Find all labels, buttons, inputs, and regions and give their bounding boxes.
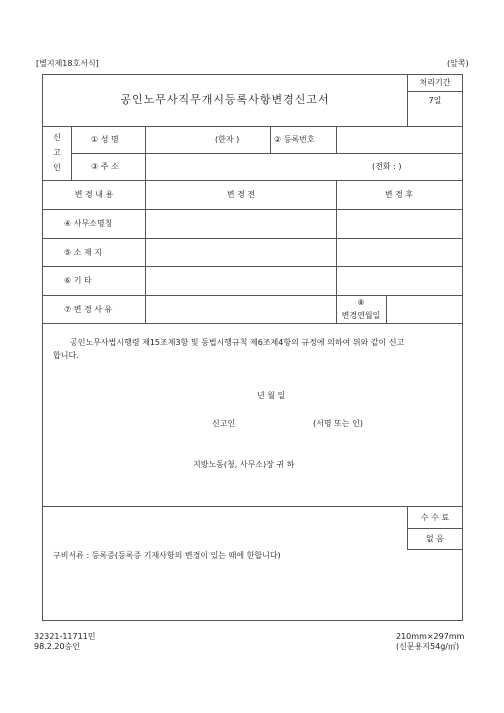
location-after-field[interactable]	[337, 239, 462, 266]
required-documents: 구비서류 : 등록증(등록증 기재사항의 변경이 있는 때에 한합니다)	[53, 551, 281, 560]
other-label: ⑥ 기 타	[64, 276, 92, 285]
signature-label: (서명 또는 인)	[313, 419, 363, 428]
paper-type: (신문용지54g/㎡)	[396, 642, 460, 651]
processing-period-label: 처리기간	[419, 78, 451, 87]
hanja-label: (한자 )	[215, 135, 240, 144]
name-field[interactable]	[146, 127, 210, 153]
phone-label: (전화 : )	[372, 162, 402, 171]
approval-date: 98.2.20승인	[34, 642, 80, 651]
declaration-text-line1: 공인노무사법시행령 제15조제3항 및 동법시행규칙 제6조제4항의 규정에 의하여 위와 같이 신고	[70, 338, 405, 347]
reporter-label-char: 신	[53, 133, 61, 142]
change-date-label: 변경연월일	[341, 311, 381, 320]
change-reason-field[interactable]	[146, 296, 336, 323]
other-after-field[interactable]	[337, 267, 462, 295]
address-field[interactable]	[146, 154, 366, 180]
address-label: ③ 주 소	[91, 162, 119, 171]
other-before-field[interactable]	[146, 267, 336, 295]
fee-value: 없 음	[426, 534, 444, 543]
office-name-before-field[interactable]	[146, 210, 336, 238]
reporter-sign-label: 신고인	[212, 419, 236, 428]
frame-top	[42, 74, 463, 75]
addressee: 지방노동(청, 사무소)장 귀 하	[193, 460, 295, 469]
declaration-date: 년 월 일	[257, 391, 286, 400]
processing-period-value: 7일	[428, 96, 442, 105]
office-name-after-field[interactable]	[337, 210, 462, 238]
frame-bottom	[42, 620, 463, 621]
reporter-label-char: 인	[53, 163, 61, 172]
form-title: 공인노무사직무개시등록사항변경신고서	[120, 93, 330, 106]
fee-label: 수 수 료	[420, 513, 450, 522]
frame-right	[462, 74, 463, 621]
page-side-label: (앞쪽)	[447, 59, 469, 68]
frame-left	[42, 74, 43, 621]
paper-size: 210mm×297mm	[396, 632, 465, 641]
change-date-label-number: ⑧	[357, 298, 365, 307]
reporter-label-char: 고	[53, 148, 61, 157]
changes-header-before: 변 경 전	[226, 190, 256, 199]
change-date-field[interactable]	[387, 296, 462, 323]
location-before-field[interactable]	[146, 239, 336, 266]
form-number: [별지제18호서식]	[36, 59, 99, 68]
form-code: 32321-11711민	[34, 632, 96, 641]
changes-header-after: 변 경 후	[384, 190, 414, 199]
registration-number-label: ② 등록번호	[274, 135, 315, 144]
change-reason-label: ⑦ 변 경 사 유	[64, 305, 113, 314]
office-name-label: ④ 사무소명칭	[64, 219, 113, 228]
declaration-text-line2: 합니다.	[53, 351, 79, 360]
changes-header-item: 변 경 내 용	[74, 190, 114, 199]
registration-number-field[interactable]	[337, 127, 462, 153]
location-label: ⑤ 소 재 지	[64, 248, 102, 257]
name-label: ① 성 명	[91, 135, 119, 144]
